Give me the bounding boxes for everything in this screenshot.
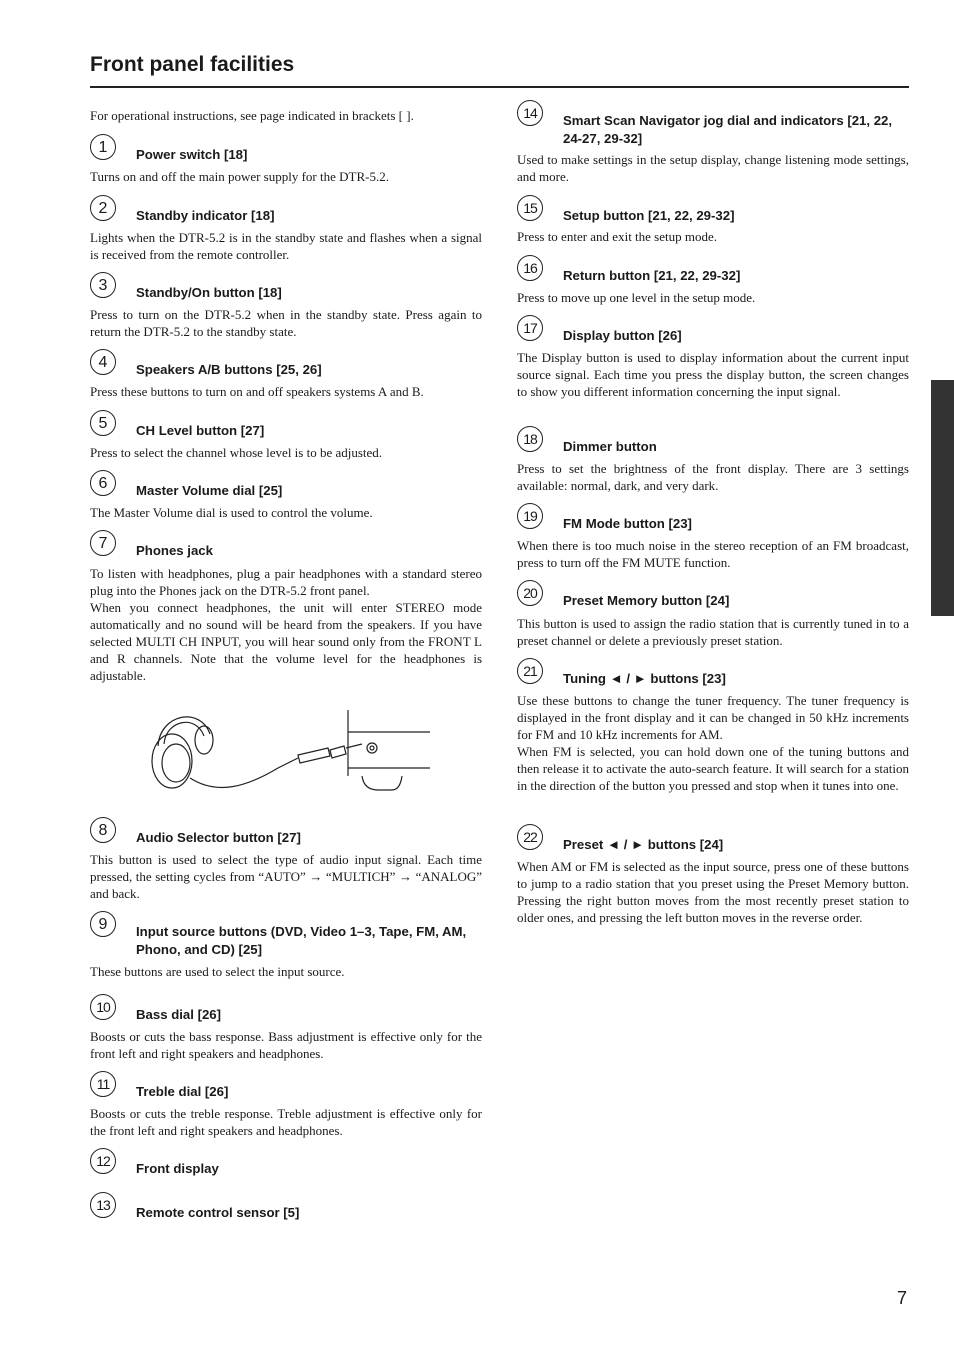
item-number: 19	[517, 503, 543, 529]
page-number: 7	[897, 1288, 908, 1308]
item-description: Turns on and off the main power supply for the DTR-5.2.	[90, 169, 389, 184]
page-title: Front panel facilities	[90, 53, 295, 76]
item-description: Press to select the channel whose level is to be adjusted.	[90, 445, 383, 460]
item-heading: Input source buttons (DVD, Video 1–3, Tape, FM, AM, Phono, and CD) [25]	[136, 924, 467, 957]
item-heading: CH Level button [27]	[136, 423, 265, 438]
item-description: Press these buttons to turn on and off speakers systems A and B.	[90, 384, 424, 399]
item-number: 17	[517, 315, 543, 341]
item-number: 7	[90, 530, 116, 556]
item-heading: Audio Selector button [27]	[136, 830, 301, 845]
item-description: Use these buttons to change the tuner frequency. The tuner frequency is displayed in the front display and it can be changed in 50 kHz increments for FM and 10 kHz increments for AM. When FM is selected, you can hold down one of the tuning buttons and then release it to activate the auto-search feature. It will search for a station in the direction of the button you pressed and stop when it tunes into one.	[517, 693, 909, 793]
item-heading: Standby/On button [18]	[136, 285, 282, 300]
item-number: 6	[90, 470, 116, 496]
item-heading: Bass dial [26]	[136, 1007, 222, 1022]
item-number: 15	[517, 195, 543, 221]
item-heading: Master Volume dial [25]	[136, 483, 283, 498]
item-description: Press to enter and exit the setup mode.	[517, 229, 718, 244]
item-number: 5	[90, 410, 116, 436]
item-description: Used to make settings in the setup display, change listening mode settings, and more.	[517, 152, 909, 184]
item-number: 13	[90, 1192, 116, 1218]
intro-text: For operational instructions, see page indicated in brackets [ ].	[90, 108, 414, 123]
item-description: The Master Volume dial is used to control the volume.	[90, 505, 373, 520]
item-heading: Smart Scan Navigator jog dial and indicators [21, 22, 24-27, 29-32]	[563, 113, 893, 146]
item-description: Lights when the DTR-5.2 is in the standby state and flashes when a signal is received from the remote controller.	[90, 230, 482, 262]
item-number: 21	[517, 658, 543, 684]
item-number: 14	[517, 100, 543, 126]
item-number: 10	[90, 994, 116, 1020]
item-number: 2	[90, 195, 116, 221]
item-number: 16	[517, 255, 543, 281]
item-description: When AM or FM is selected as the input source, press one of these buttons to jump to a radio station that you preset using the Preset Memory button. Pressing the right button moves from the most recently preset station to older ones, and pressing the left button moves in the reverse order.	[517, 859, 909, 925]
item-number: 18	[517, 426, 543, 452]
item-heading: Phones jack	[136, 543, 213, 558]
item-heading: Return button [21, 22, 29-32]	[563, 268, 741, 283]
item-heading: Tuning ◄ / ► buttons [23]	[563, 671, 726, 686]
item-heading: Display button [26]	[563, 328, 682, 343]
item-number: 8	[90, 817, 116, 843]
item-heading: Preset Memory button [24]	[563, 593, 730, 608]
item-heading: Setup button [21, 22, 29-32]	[563, 208, 735, 223]
item-number: 22	[517, 824, 543, 850]
item-description: The Display button is used to display information about the current input source signal. Each time you press the display button, the screen changes to show you different information concerning the input signal.	[517, 350, 909, 399]
item-heading: Treble dial [26]	[136, 1084, 229, 1099]
item-description: Boosts or cuts the bass response. Bass adjustment is effective only for the front left and right speakers and headphones.	[90, 1029, 482, 1061]
item-number: 1	[90, 134, 116, 160]
item-heading: FM Mode button [23]	[563, 516, 692, 531]
item-heading: Power switch [18]	[136, 147, 248, 162]
item-description: Boosts or cuts the treble response. Treble adjustment is effective only for the front left and right speakers and headphones.	[90, 1106, 482, 1138]
item-number: 3	[90, 272, 116, 298]
item-description: This button is used to select the type of audio input signal. Each time pressed, the setting cycles from “AUTO” → “MULTICH” → “ANALOG” and back.	[90, 852, 482, 901]
item-description: Press to turn on the DTR-5.2 when in the standby state. Press again to return the DTR-5.2 to the standby state.	[90, 307, 482, 339]
item-number: 20	[517, 580, 543, 606]
item-heading: Standby indicator [18]	[136, 208, 275, 223]
item-description: Press to set the brightness of the front display. There are 3 settings available: normal, dark, and very dark.	[517, 461, 909, 493]
item-description: This button is used to assign the radio station that is currently tuned in to a preset channel or delete a previously preset station.	[517, 616, 909, 648]
item-description: When there is too much noise in the stereo reception of an FM broadcast, press to turn off the FM MUTE function.	[517, 538, 909, 570]
item-number: 12	[90, 1148, 116, 1174]
item-number: 11	[90, 1071, 116, 1097]
section-tab	[931, 380, 954, 616]
item-description: Press to move up one level in the setup mode.	[517, 290, 756, 305]
item-number: 9	[90, 911, 116, 937]
item-heading: Front display	[136, 1161, 219, 1176]
item-heading: Dimmer button	[563, 439, 657, 454]
headphones-illustration	[148, 706, 430, 798]
item-heading: Remote control sensor [5]	[136, 1205, 300, 1220]
item-heading: Preset ◄ / ► buttons [24]	[563, 837, 724, 852]
item-heading: Speakers A/B buttons [25, 26]	[136, 362, 322, 377]
item-number: 4	[90, 349, 116, 375]
item-description: These buttons are used to select the input source.	[90, 964, 345, 979]
item-description: To listen with headphones, plug a pair headphones with a standard stereo plug into the Phones jack on the DTR-5.2 front panel. When you connect headphones, the unit will enter STEREO mode automatically and no sound will be heard from the speakers. If you have selected MULTI CH INPUT, you will hear sound only from the FRONT L and R channels. Note that the volume level for the headphones is adjustable.	[90, 566, 482, 683]
title-rule	[90, 86, 909, 88]
